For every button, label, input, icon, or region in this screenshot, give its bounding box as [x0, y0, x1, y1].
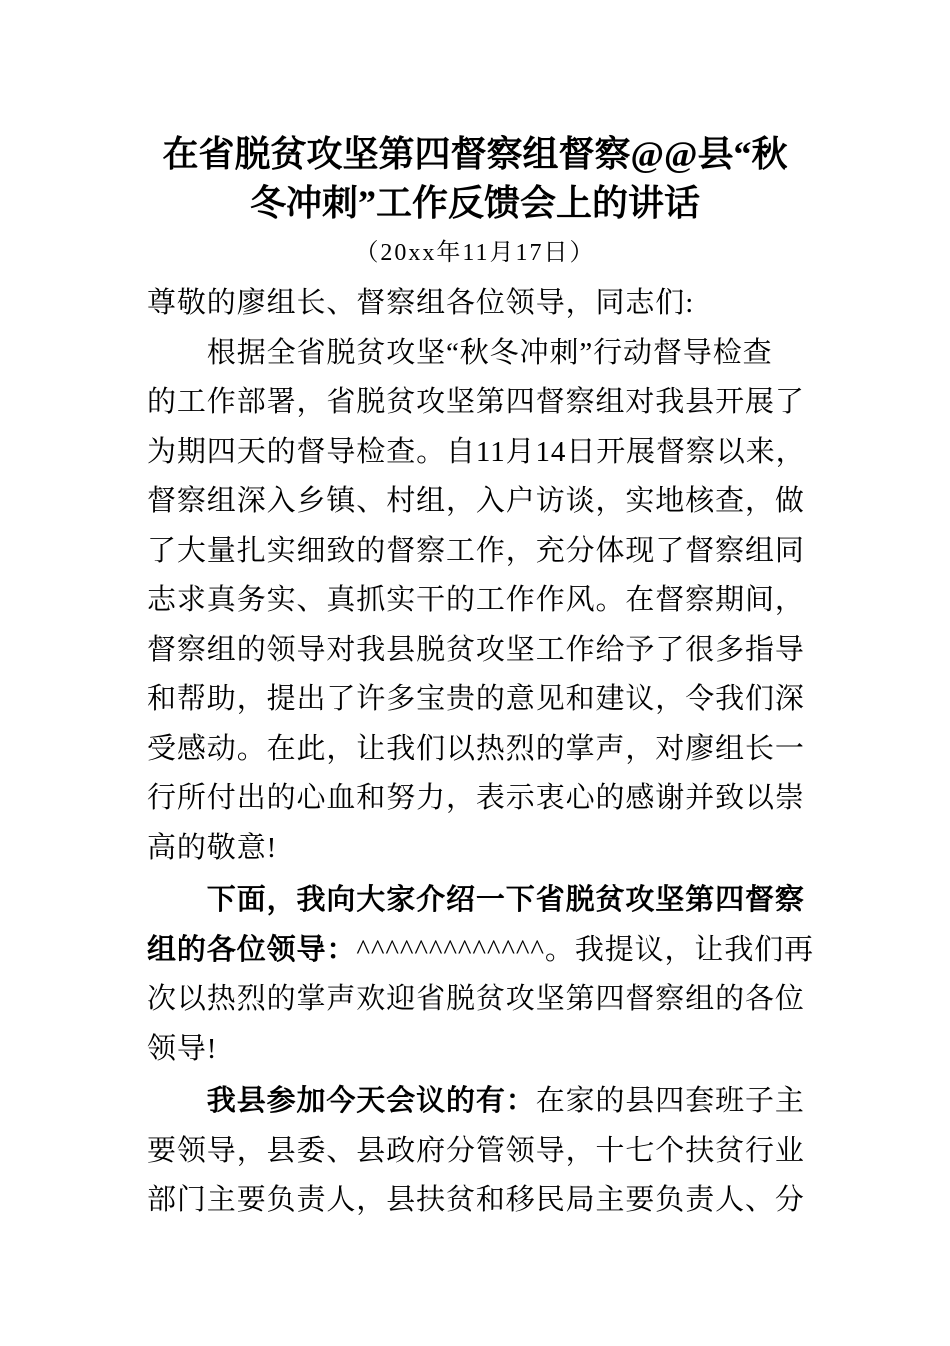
body-text: 督察组的领导对我县脱贫攻坚工作给予了很多指导	[147, 633, 805, 666]
document-date: （20xx年11月17日）	[354, 240, 596, 266]
document-title-line-2: 冬冲刺”工作反馈会上的讲话	[249, 183, 700, 223]
body-line	[147, 378, 817, 428]
body-line	[147, 1127, 817, 1177]
body-line	[147, 279, 817, 329]
body-text: 和帮助，提出了许多宝贵的意见和建议，令我们深	[147, 683, 805, 715]
body-text: 根据全省脱贫攻坚“秋冬冲刺”行动督导检查	[147, 336, 773, 369]
document-title-line-1: 在省脱贫攻坚第四督察组督察@@县“秋	[162, 134, 788, 174]
body-text: 督察组深入乡镇、村组，入户访谈，实地核查，做	[147, 485, 805, 517]
body-text: 的工作部署，省脱贫攻坚第四督察组对我县开展了	[147, 386, 805, 418]
body-text: 高的敬意!	[147, 831, 278, 864]
body-text: 为期四天的督导检查。自11月14日开展督察以来，	[147, 435, 806, 468]
body-text: 次以热烈的掌声欢迎省脱贫攻坚第四督察组的各位	[147, 983, 805, 1015]
body-text: ^^^^^^^^^^^^^。我提议，让我们再	[356, 933, 815, 966]
body-text: 领导!	[147, 1032, 218, 1065]
body-text: 了大量扎实细致的督察工作，充分体现了督察组同	[147, 534, 805, 567]
body-line	[147, 626, 817, 676]
body-text: 行所付出的心血和努力，表示衷心的感谢并致以崇	[147, 782, 805, 814]
body-text: 志求真务实、真抓实干的工作作风。在督察期间，	[147, 584, 805, 616]
body-line	[147, 975, 817, 1025]
body-text: 在家的县四套班子主	[535, 1085, 805, 1117]
body-text: 部门主要负责人，县扶贫和移民局主要负责人、分	[147, 1184, 805, 1216]
body-line	[147, 926, 817, 976]
body-line	[147, 1025, 817, 1075]
body-line	[147, 477, 817, 527]
body-line	[147, 824, 817, 874]
body-line	[147, 725, 817, 775]
body-line	[147, 1077, 817, 1127]
body-line	[147, 1176, 817, 1226]
body-line	[147, 576, 817, 626]
body-line	[147, 876, 817, 926]
body-text: 受感动。在此，让我们以热烈的掌声，对廖组长一	[147, 732, 805, 765]
body-line	[147, 329, 817, 379]
bold-text: 我县参加今天会议的有：	[147, 1085, 536, 1117]
document-body	[147, 279, 817, 1226]
body-text: 要领导，县委、县政府分管领导，十七个扶贫行业	[147, 1134, 805, 1167]
body-line	[147, 675, 817, 725]
body-line	[147, 428, 817, 478]
bold-text: 下面，我向大家介绍一下省脱贫攻坚第四督察	[147, 884, 805, 916]
body-line	[147, 527, 817, 577]
bold-text: 组的各位领导：	[147, 933, 357, 966]
body-text: 尊敬的廖组长、督察组各位领导，同志们:	[147, 287, 695, 319]
body-line	[147, 774, 817, 824]
